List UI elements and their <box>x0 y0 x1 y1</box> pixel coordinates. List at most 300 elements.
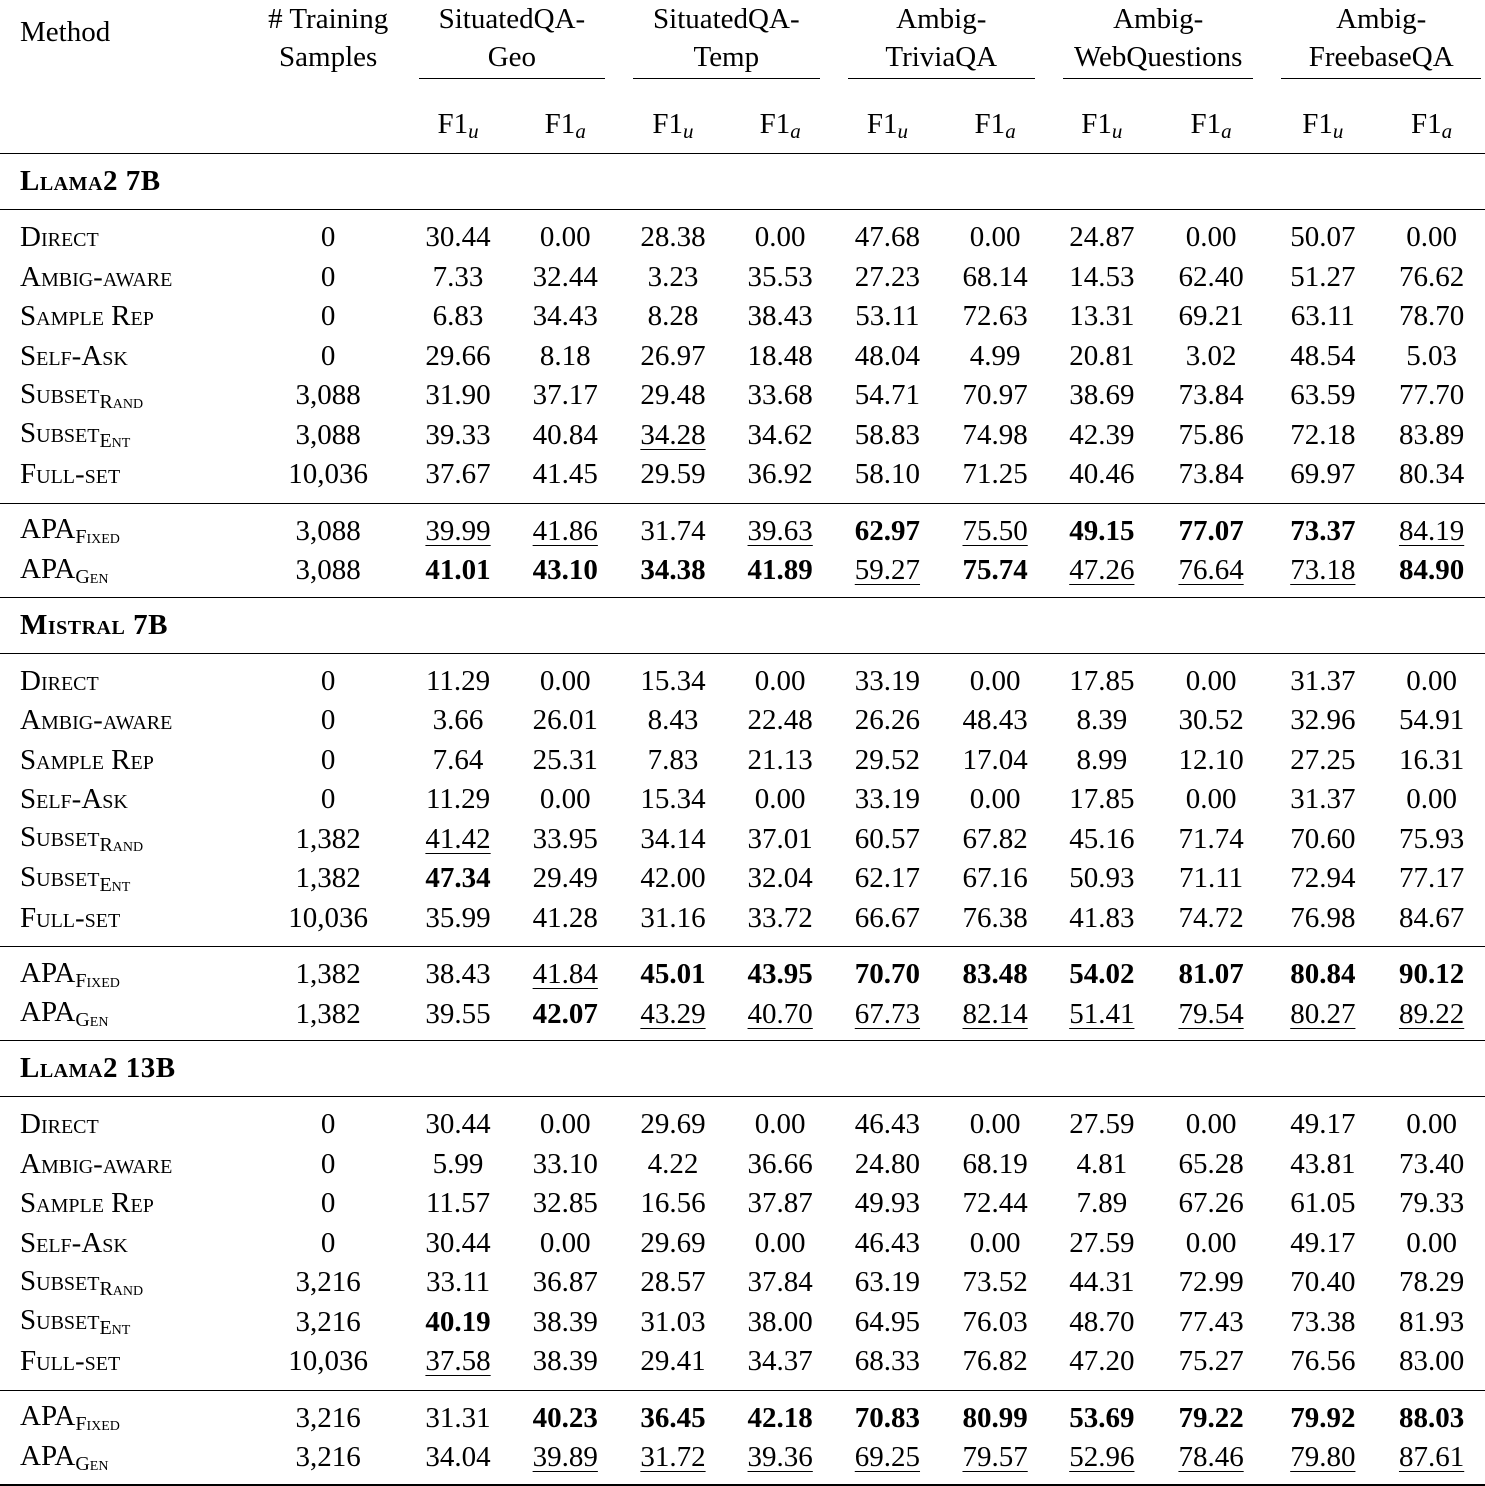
header-empty <box>252 98 405 154</box>
score-cell <box>1049 1145 1155 1185</box>
score-cell <box>619 1263 727 1303</box>
score-cell <box>405 337 512 377</box>
score-cell <box>1267 820 1378 860</box>
score-value: 78.29 <box>1398 1266 1465 1299</box>
method-subscript: Fixed <box>75 969 120 992</box>
method-label: APA <box>20 1439 76 1472</box>
score-value: 42.00 <box>640 862 706 895</box>
score-cell <box>727 455 834 503</box>
metric-subscript: u <box>468 118 479 143</box>
score-cell <box>511 653 619 701</box>
score-value: 68.19 <box>962 1147 1028 1180</box>
method-label: APA <box>20 956 76 989</box>
score-cell <box>619 741 727 781</box>
training-samples <box>252 1263 405 1303</box>
score-cell <box>511 1097 619 1145</box>
score-value: 31.37 <box>1290 783 1356 816</box>
score-value: 43.29 <box>640 997 706 1030</box>
metric-base: F1 <box>544 107 576 140</box>
score-cell <box>941 455 1049 503</box>
table-row <box>0 258 1485 298</box>
score-value: 0.00 <box>1406 1226 1457 1259</box>
score-value: 73.37 <box>1290 514 1356 547</box>
score-value: 8.99 <box>1076 743 1128 776</box>
score-cell <box>511 820 619 860</box>
method-subscript: Gen <box>75 565 109 588</box>
score-value: 34.28 <box>640 418 706 451</box>
score-cell <box>1049 337 1155 377</box>
group-line1: Ambig- <box>1336 3 1427 35</box>
score-cell <box>405 210 512 258</box>
score-value: 49.17 <box>1290 1108 1356 1141</box>
group-line2: WebQuestions <box>1074 41 1243 73</box>
score-value: 11.29 <box>425 783 491 816</box>
header-metric-f1a <box>511 98 619 154</box>
score-value: 8.43 <box>647 704 699 737</box>
score-cell <box>1378 1263 1485 1303</box>
score-value: 82.14 <box>962 997 1028 1030</box>
score-cell <box>1049 1342 1155 1390</box>
score-value: 31.90 <box>425 379 491 412</box>
training-samples <box>252 337 405 377</box>
score-value: 80.99 <box>962 1401 1028 1434</box>
score-value: 63.59 <box>1290 379 1356 412</box>
score-value: 77.17 <box>1398 862 1465 895</box>
score-cell <box>511 899 619 947</box>
score-value: 0.00 <box>969 1108 1021 1141</box>
score-cell <box>834 210 942 258</box>
score-value: 0.00 <box>754 1226 806 1259</box>
score-value: 0.00 <box>754 664 806 697</box>
table-row <box>0 820 1485 860</box>
method-subscript: Ent <box>99 430 131 453</box>
method-name <box>0 653 252 701</box>
score-cell <box>1049 1263 1155 1303</box>
score-value: 42.07 <box>532 997 598 1030</box>
score-cell <box>727 1263 834 1303</box>
score-cell <box>834 1184 942 1224</box>
score-cell <box>834 1145 942 1185</box>
metric-subscript: u <box>897 118 908 143</box>
metric-base: F1 <box>652 107 684 140</box>
score-value: 41.01 <box>425 554 491 587</box>
header-metric-f1u <box>405 98 512 154</box>
score-value: 79.57 <box>962 1441 1028 1474</box>
score-value: 76.38 <box>962 901 1028 934</box>
score-cell <box>834 701 942 741</box>
score-cell <box>834 376 942 416</box>
score-cell <box>405 297 512 337</box>
score-cell <box>1378 416 1485 456</box>
score-value: 70.83 <box>854 1401 921 1434</box>
training-samples-value: 3,088 <box>295 554 361 587</box>
score-cell <box>511 210 619 258</box>
score-value: 76.03 <box>962 1305 1028 1338</box>
score-cell <box>511 1390 619 1438</box>
metric-base: F1 <box>1081 107 1112 140</box>
score-cell <box>1155 995 1268 1041</box>
method-name <box>0 337 252 377</box>
score-value: 79.33 <box>1398 1187 1465 1220</box>
method-name <box>0 503 252 551</box>
score-value: 17.04 <box>962 743 1028 776</box>
score-cell <box>1378 947 1485 995</box>
method-subscript: Ent <box>99 1317 131 1340</box>
score-cell <box>941 258 1049 298</box>
score-cell <box>834 1342 942 1390</box>
score-cell <box>619 820 727 860</box>
score-cell <box>1155 1145 1268 1185</box>
training-samples <box>252 995 405 1041</box>
header-metric-f1a <box>941 98 1049 154</box>
score-value: 41.83 <box>1069 901 1135 934</box>
score-cell <box>405 551 512 597</box>
score-cell <box>405 653 512 701</box>
score-cell <box>1155 653 1268 701</box>
method-name <box>0 455 252 503</box>
score-cell <box>1378 995 1485 1041</box>
training-samples-value: 0 <box>320 664 336 697</box>
score-value: 83.48 <box>962 958 1028 991</box>
header-metric-f1u <box>1049 98 1155 154</box>
method-label: APA <box>20 513 76 546</box>
metric-subscript: u <box>1111 118 1123 143</box>
section-header <box>0 597 1485 653</box>
score-value: 76.64 <box>1178 554 1244 587</box>
score-value: 11.29 <box>425 664 491 697</box>
score-value: 46.43 <box>854 1108 921 1141</box>
table-row <box>0 1263 1485 1303</box>
score-cell <box>727 337 834 377</box>
training-samples <box>252 741 405 781</box>
metric-base: F1 <box>1411 107 1442 140</box>
score-value: 49.17 <box>1290 1226 1356 1259</box>
header-training-line1: # Training <box>268 3 389 35</box>
score-cell <box>834 503 942 551</box>
header-row-metrics <box>0 98 1485 154</box>
score-cell <box>1267 741 1378 781</box>
score-cell <box>727 1303 834 1343</box>
method-name <box>0 947 252 995</box>
score-value: 32.44 <box>532 260 598 293</box>
score-value: 63.11 <box>1290 300 1355 333</box>
score-cell <box>405 1145 512 1185</box>
score-value: 30.44 <box>425 1226 491 1259</box>
method-label: Self-Ask <box>20 783 128 816</box>
score-value: 51.41 <box>1069 997 1135 1030</box>
score-cell <box>834 416 942 456</box>
score-cell <box>405 1184 512 1224</box>
score-cell <box>619 503 727 551</box>
score-cell <box>619 376 727 416</box>
score-value: 0.00 <box>1185 783 1237 816</box>
table-row <box>0 701 1485 741</box>
score-cell <box>727 1184 834 1224</box>
score-cell <box>619 701 727 741</box>
score-cell <box>511 337 619 377</box>
score-value: 45.01 <box>640 958 706 991</box>
score-cell <box>1049 947 1155 995</box>
score-value: 41.42 <box>425 822 491 855</box>
score-cell <box>834 1263 942 1303</box>
method-subscript: Gen <box>75 1009 109 1032</box>
score-cell <box>941 1184 1049 1224</box>
training-samples <box>252 780 405 820</box>
score-cell <box>1155 947 1268 995</box>
method-label: Sample Rep <box>20 300 154 333</box>
score-cell <box>1049 653 1155 701</box>
score-cell <box>834 780 942 820</box>
score-cell <box>727 551 834 597</box>
score-value: 75.50 <box>962 514 1028 547</box>
training-samples-value: 0 <box>320 339 336 372</box>
score-cell <box>1267 947 1378 995</box>
score-cell <box>727 503 834 551</box>
score-cell <box>619 859 727 899</box>
score-value: 4.22 <box>647 1147 699 1180</box>
score-cell <box>941 741 1049 781</box>
score-cell <box>727 820 834 860</box>
score-cell <box>511 503 619 551</box>
group-line2: Geo <box>487 41 537 73</box>
score-cell <box>727 899 834 947</box>
score-cell <box>1267 376 1378 416</box>
score-value: 72.44 <box>962 1187 1028 1220</box>
section-title-text: Llama2 7B <box>20 165 161 197</box>
score-cell <box>1155 455 1268 503</box>
header-group-situatedqa-temp <box>619 0 833 98</box>
score-value: 31.16 <box>640 901 706 934</box>
score-cell <box>405 1224 512 1264</box>
score-value: 83.00 <box>1398 1345 1465 1378</box>
group-line1: Ambig- <box>896 3 987 35</box>
score-value: 90.12 <box>1398 958 1465 991</box>
training-samples-value: 3,216 <box>295 1441 361 1474</box>
score-cell <box>619 210 727 258</box>
method-name <box>0 1303 252 1343</box>
score-cell <box>1378 258 1485 298</box>
score-cell <box>727 1097 834 1145</box>
training-samples-value: 1,382 <box>295 822 361 855</box>
score-value: 40.23 <box>532 1401 598 1434</box>
score-cell <box>1155 820 1268 860</box>
score-cell <box>1155 337 1268 377</box>
score-cell <box>727 947 834 995</box>
score-cell <box>405 859 512 899</box>
score-value: 54.02 <box>1069 958 1135 991</box>
score-value: 62.17 <box>854 862 921 895</box>
score-value: 29.66 <box>425 339 491 372</box>
score-value: 16.31 <box>1398 743 1465 776</box>
training-samples <box>252 416 405 456</box>
score-cell <box>941 376 1049 416</box>
score-value: 75.93 <box>1398 822 1465 855</box>
score-value: 30.44 <box>425 1108 491 1141</box>
score-value: 31.31 <box>425 1401 491 1434</box>
score-value: 51.27 <box>1290 260 1356 293</box>
score-cell <box>941 1145 1049 1185</box>
score-value: 12.10 <box>1178 743 1244 776</box>
method-name <box>0 859 252 899</box>
method-name <box>0 1263 252 1303</box>
score-cell <box>1267 1390 1378 1438</box>
score-value: 37.58 <box>425 1345 491 1378</box>
score-value: 38.39 <box>532 1345 598 1378</box>
score-cell <box>941 416 1049 456</box>
training-samples-value: 1,382 <box>295 862 361 895</box>
table-row <box>0 899 1485 947</box>
score-cell <box>619 1224 727 1264</box>
score-cell <box>511 995 619 1041</box>
method-label: Self-Ask <box>20 339 128 372</box>
score-value: 48.43 <box>962 704 1028 737</box>
score-cell <box>405 701 512 741</box>
score-cell <box>834 859 942 899</box>
score-cell <box>941 551 1049 597</box>
score-cell <box>941 1224 1049 1264</box>
table-row <box>0 653 1485 701</box>
score-value: 7.64 <box>432 743 484 776</box>
score-cell <box>727 1145 834 1185</box>
score-value: 84.90 <box>1398 554 1465 587</box>
score-value: 0.00 <box>539 783 591 816</box>
score-cell <box>405 258 512 298</box>
score-cell <box>1049 1390 1155 1438</box>
score-cell <box>834 741 942 781</box>
score-cell <box>834 1097 942 1145</box>
score-value: 0.00 <box>1185 664 1237 697</box>
score-value: 4.99 <box>969 339 1021 372</box>
method-name <box>0 1097 252 1145</box>
metric-base: F1 <box>974 107 1006 140</box>
score-cell <box>1049 899 1155 947</box>
table-row <box>0 780 1485 820</box>
score-value: 39.55 <box>425 997 491 1030</box>
score-value: 41.84 <box>532 958 598 991</box>
score-value: 31.37 <box>1290 664 1356 697</box>
score-cell <box>1155 701 1268 741</box>
score-cell <box>1155 1390 1268 1438</box>
score-cell <box>405 899 512 947</box>
method-label: Subset <box>20 860 100 893</box>
score-value: 42.39 <box>1069 418 1135 451</box>
score-cell <box>1267 780 1378 820</box>
score-value: 40.70 <box>747 997 813 1030</box>
score-value: 37.67 <box>425 458 491 491</box>
score-cell <box>834 297 942 337</box>
score-value: 0.00 <box>539 1108 591 1141</box>
score-value: 59.27 <box>854 554 921 587</box>
score-cell <box>405 741 512 781</box>
score-value: 33.19 <box>854 664 921 697</box>
method-label: Sample Rep <box>20 743 154 776</box>
score-value: 68.14 <box>962 260 1028 293</box>
score-cell <box>619 780 727 820</box>
score-cell <box>727 780 834 820</box>
group-line1: SituatedQA- <box>653 3 800 35</box>
score-cell <box>1155 416 1268 456</box>
section-title <box>0 597 1485 653</box>
training-samples-value: 0 <box>320 704 336 737</box>
score-cell <box>1155 899 1268 947</box>
score-cell <box>511 455 619 503</box>
score-value: 69.25 <box>854 1441 921 1474</box>
score-cell <box>941 859 1049 899</box>
score-value: 0.00 <box>1185 1108 1237 1141</box>
table-row <box>0 376 1485 416</box>
section-title <box>0 1041 1485 1097</box>
score-cell <box>511 416 619 456</box>
method-name <box>0 1342 252 1390</box>
header-group-ambig-webquestions <box>1049 0 1267 98</box>
method-label: Sample Rep <box>20 1187 154 1220</box>
score-value: 44.31 <box>1069 1266 1135 1299</box>
method-name <box>0 376 252 416</box>
score-cell <box>1049 1184 1155 1224</box>
score-value: 70.97 <box>962 379 1028 412</box>
score-cell <box>941 947 1049 995</box>
header-metric-f1u <box>1267 98 1378 154</box>
score-cell <box>941 210 1049 258</box>
score-cell <box>834 947 942 995</box>
score-value: 60.57 <box>854 822 921 855</box>
score-cell <box>1155 503 1268 551</box>
score-cell <box>1049 741 1155 781</box>
score-value: 0.00 <box>969 664 1021 697</box>
score-cell <box>834 258 942 298</box>
score-value: 73.84 <box>1178 458 1244 491</box>
score-value: 11.57 <box>425 1187 491 1220</box>
method-label: Direct <box>20 664 99 697</box>
method-label: Subset <box>20 1264 100 1297</box>
score-cell <box>941 653 1049 701</box>
apa-row <box>0 995 1485 1041</box>
method-subscript: Fixed <box>75 526 120 549</box>
training-samples-value: 0 <box>320 1108 336 1141</box>
score-value: 72.63 <box>962 300 1028 333</box>
training-samples <box>252 1390 405 1438</box>
score-cell <box>1049 416 1155 456</box>
method-name <box>0 1145 252 1185</box>
metric-subscript: a <box>1005 118 1016 143</box>
score-cell <box>511 741 619 781</box>
score-value: 36.92 <box>747 458 813 491</box>
score-cell <box>1378 1342 1485 1390</box>
score-value: 81.07 <box>1178 958 1244 991</box>
training-samples <box>252 1097 405 1145</box>
score-cell <box>727 210 834 258</box>
score-cell <box>1049 551 1155 597</box>
section-title-text: Llama2 13B <box>20 1052 176 1084</box>
training-samples-value: 0 <box>320 260 336 293</box>
score-value: 75.74 <box>962 554 1028 587</box>
score-value: 41.45 <box>532 458 598 491</box>
score-value: 0.00 <box>1185 221 1237 254</box>
score-cell <box>405 780 512 820</box>
score-value: 62.97 <box>854 514 921 547</box>
score-value: 0.00 <box>754 1108 806 1141</box>
method-label: Full-set <box>20 458 121 491</box>
score-cell <box>1378 455 1485 503</box>
score-value: 84.67 <box>1398 901 1465 934</box>
training-samples-value: 3,216 <box>295 1401 361 1434</box>
score-value: 53.11 <box>855 300 920 333</box>
score-value: 41.89 <box>747 554 813 587</box>
header-metric-f1u <box>834 98 942 154</box>
score-cell <box>1049 258 1155 298</box>
score-value: 27.23 <box>854 260 921 293</box>
score-cell <box>405 947 512 995</box>
